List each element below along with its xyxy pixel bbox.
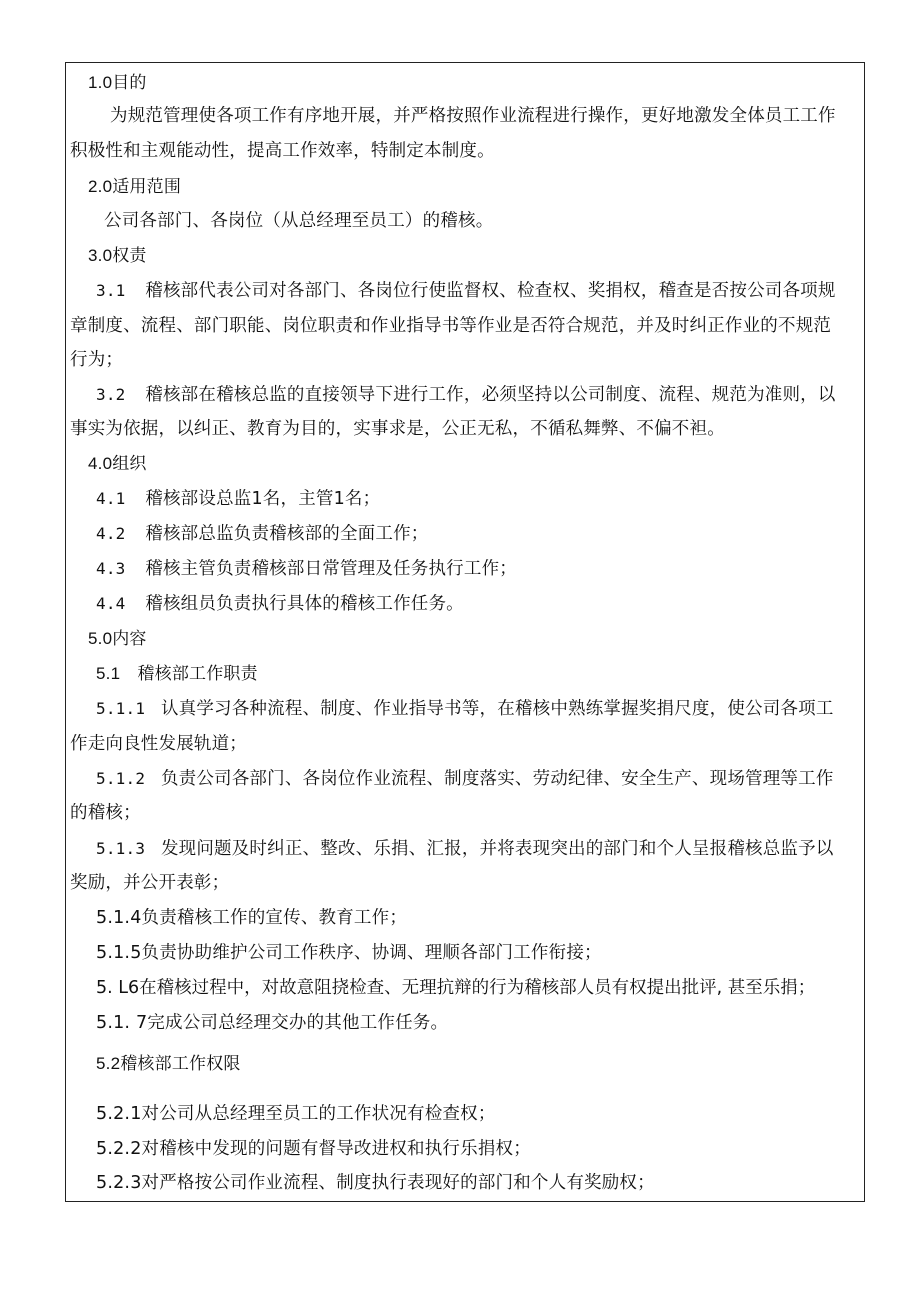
clause-5-1-5: 5.1.5负责协助维护公司工作秩序、协调、理顺各部门工作衔接； [96,943,602,963]
clause-number: 4.4 [96,594,126,613]
section-heading-content: 5.0内容 [88,629,147,648]
clause-4-3 [96,558,517,580]
clause-text: 稽核组员负责执行具体的稽核工作任务。 [145,594,464,614]
clause-3-1-line-2: 章制度、流程、部门职能、岗位职责和作业指导书等作业是否符合规范，并及时纠正作业的不规范 [70,316,832,336]
clause-5-2-1: 5.2.1对公司从总经理至员工的工作状况有检查权； [96,1104,496,1124]
clause-5-1-1-line-2: 作走向良性发展轨道； [70,734,247,754]
clause-text: 认真学习各种流程、制度、作业指导书等，在稽核中熟练掌握奖捐尺度，使公司各项工 [160,699,834,719]
clause-number: 3.1 [96,281,126,300]
clause-number: 5.1.1 [96,699,146,718]
scope-paragraph: 公司各部门、各岗位（从总经理至员工）的稽核。 [104,211,494,231]
clause-5-1-2-line-1 [96,768,834,790]
section-heading-organization: 4.0组织 [88,454,147,473]
clause-5-1-7: 5.1. 7完成公司总经理交办的其他工作任务。 [96,1013,449,1033]
clause-5-1-6: 5. L6在稽核过程中，对故意阻挠检查、无理抗辩的行为稽核部人员有权提出批评, 甚至乐捐； [96,978,816,998]
purpose-paragraph-line-2: 积极性和主观能动性，提高工作效率，特制定本制度。 [70,141,495,161]
purpose-paragraph-line-1: 为规范管理使各项工作有序地开展，并严格按照作业流程进行操作，更好地激发全体员工工作 [110,106,836,126]
clause-3-1-line-3: 行为； [70,350,124,370]
clause-4-2 [96,523,428,545]
clause-5-2-3: 5.2.3对严格按公司作业流程、制度执行表现好的部门和个人有奖励权； [96,1173,655,1193]
section-heading-scope: 2.0适用范围 [88,177,182,196]
clause-5-1-3-line-2: 奖励，并公开表彰； [70,873,230,893]
clause-text: 稽核主管负责稽核部日常管理及任务执行工作； [145,559,517,579]
clause-4-1 [96,488,380,510]
clause-text: 负责公司各部门、各岗位作业流程、制度落实、劳动纪律、安全生产、现场管理等工作 [160,769,834,789]
clause-5-2-2: 5.2.2对稽核中发现的问题有督导改进权和执行乐捐权； [96,1139,531,1159]
clause-3-2-line-1 [96,384,836,406]
clause-3-1-line-1 [96,280,836,302]
clause-text: 稽核部设总监1名，主管1名； [145,489,381,509]
subsection-heading-duties: 5.1 稽核部工作职责 [96,664,258,683]
clause-5-1-2-line-2: 的稽核； [70,803,141,823]
clause-number: 5.1.3 [96,839,146,858]
clause-text: 稽核部总监负责稽核部的全面工作； [145,524,429,544]
clause-5-1-4: 5.1.4负责稽核工作的宣传、教育工作； [96,908,408,928]
clause-number: 4.2 [96,524,126,543]
clause-number: 3.2 [96,385,126,404]
clause-text: 发现问题及时纠正、整改、乐捐、汇报，并将表现突出的部门和个人呈报稽核总监予以 [160,839,834,859]
clause-5-1-3-line-1 [96,838,834,860]
clause-5-1-1-line-1 [96,698,834,720]
clause-text: 稽核部代表公司对各部门、各岗位行使监督权、检查权、奖捐权，稽查是否按公司各项规 [145,281,836,301]
clause-4-4 [96,593,464,615]
clause-text: 稽核部在稽核总监的直接领导下进行工作，必须坚持以公司制度、流程、规范为准则，以 [145,385,836,405]
subsection-heading-authority: 5.2稽核部工作权限 [96,1054,241,1073]
clause-number: 4.3 [96,559,126,578]
clause-number: 4.1 [96,489,126,508]
clause-number: 5.1.2 [96,769,146,788]
clause-3-2-line-2: 事实为依据，以纠正、教育为目的，实事求是，公正无私，不循私舞弊、不偏不袒。 [70,419,725,439]
section-heading-authority: 3.0权责 [88,246,147,265]
section-heading-purpose: 1.0目的 [88,73,147,92]
